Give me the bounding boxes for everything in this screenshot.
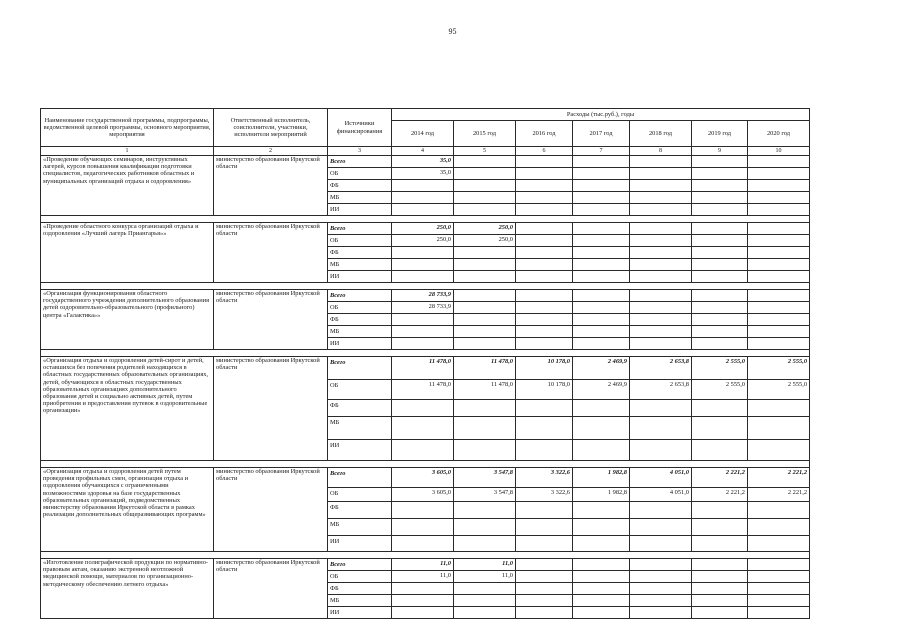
amount-cell [630,559,692,571]
amount-cell [692,290,748,302]
amount-cell [516,290,573,302]
amount-cell [454,180,516,192]
activity-name: «Изготовление полиграфической продукции по нормативно-правовым актам, оказанию экстренной неотложной медицинской помощи, материалов по организационно-методическому обеспечению летнего отдыха» [41,559,214,619]
amount-cell [454,400,516,417]
amount-cell [516,417,573,440]
header-numbers-row [41,147,810,156]
funding-source: ИИ [328,536,392,552]
table-row [41,357,810,380]
amount-cell [630,502,692,519]
amount-cell [392,400,454,417]
amount-cell: 2 653,8 [630,380,692,400]
amount-cell: 11,0 [392,559,454,571]
header-year: 2019 год [692,121,748,147]
amount-cell: 11,0 [454,559,516,571]
amount-cell: 1 982,8 [573,468,630,488]
amount-cell [692,314,748,326]
amount-cell [573,180,630,192]
amount-cell [692,180,748,192]
activity-name: «Проведение областного конкурса организаций отдыха и оздоровления «Лучший лагерь Приангарья»» [41,223,214,283]
amount-cell [516,192,573,204]
amount-cell: 2 555,0 [748,357,810,380]
amount-cell: 4 051,0 [630,488,692,502]
amount-cell [573,290,630,302]
amount-cell: 3 322,6 [516,488,573,502]
amount-cell [573,204,630,216]
amount-cell [454,583,516,595]
funding-source: ИИ [328,271,392,283]
table-row [41,223,810,235]
funding-source: ИИ [328,204,392,216]
funding-source: Всего [328,559,392,571]
amount-cell [392,204,454,216]
amount-cell [748,583,810,595]
amount-cell [454,536,516,552]
amount-cell [630,607,692,619]
amount-cell [454,247,516,259]
amount-cell: 35,0 [392,168,454,180]
table-row [41,156,810,168]
activity-name: «Организация отдыха и оздоровления детей-сирот и детей, оставшихся без попечения родителей находящихся в областных государственных образовательных организациях, детей, обучающихся в областных государственных образовательных организациях дополнительного образования детей и социально активных детей, путем приобретения и предоставления путевок в оздоровительные организации» [41,357,214,461]
amount-cell [748,302,810,314]
amount-cell [516,168,573,180]
amount-cell [516,440,573,461]
amount-cell [573,326,630,338]
amount-cell [573,583,630,595]
amount-cell: 11,0 [454,571,516,583]
amount-cell [516,502,573,519]
activity-name: «Проведение обучающих семинаров, инструктивных лагерей, курсов повышения квалификации подготовки специалистов, педагогических работников областных и муниципальных организаций отдыха и оздоровления» [41,156,214,216]
amount-cell [692,247,748,259]
amount-cell [630,247,692,259]
amount-cell: 11 478,0 [454,357,516,380]
amount-cell [748,536,810,552]
amount-cell [392,180,454,192]
amount-cell [748,417,810,440]
amount-cell: 10 178,0 [516,357,573,380]
funding-source: ФБ [328,314,392,326]
amount-cell [748,571,810,583]
amount-cell [630,440,692,461]
amount-cell [573,440,630,461]
amount-cell: 3 605,0 [392,488,454,502]
amount-cell [692,607,748,619]
funding-source: ИИ [328,338,392,350]
amount-cell [692,326,748,338]
amount-cell [516,536,573,552]
amount-cell [630,571,692,583]
amount-cell [454,519,516,536]
amount-cell [630,519,692,536]
amount-cell [516,247,573,259]
funding-source: ОБ [328,235,392,247]
funding-source: ФБ [328,502,392,519]
amount-cell [392,259,454,271]
amount-cell [516,302,573,314]
amount-cell [516,583,573,595]
amount-cell [692,583,748,595]
amount-cell [573,607,630,619]
amount-cell [392,595,454,607]
executor: министерство образования Иркутской области [214,223,328,283]
funding-source: ОБ [328,488,392,502]
amount-cell [630,168,692,180]
amount-cell [748,271,810,283]
amount-cell [392,271,454,283]
amount-cell [630,302,692,314]
amount-cell [748,314,810,326]
funding-source: ОБ [328,168,392,180]
amount-cell [454,326,516,338]
funding-source: ФБ [328,180,392,192]
amount-cell [454,156,516,168]
amount-cell [573,400,630,417]
table-body [41,147,810,619]
amount-cell [630,583,692,595]
amount-cell [573,559,630,571]
column-number: 2 [214,147,328,156]
amount-cell [392,502,454,519]
amount-cell [630,417,692,440]
amount-cell [692,519,748,536]
header-costs: Расходы (тыс.руб.), годы [392,109,810,121]
amount-cell [692,192,748,204]
amount-cell [573,536,630,552]
amount-cell: 35,0 [392,156,454,168]
funding-source: МБ [328,519,392,536]
amount-cell [454,595,516,607]
table-row [41,468,810,488]
amount-cell [454,259,516,271]
page-number: 95 [448,27,457,36]
amount-cell: 2 555,0 [692,357,748,380]
amount-cell [573,271,630,283]
amount-cell: 2 221,2 [692,488,748,502]
amount-cell [516,571,573,583]
amount-cell: 4 051,0 [630,468,692,488]
funding-source: ФБ [328,247,392,259]
amount-cell [454,502,516,519]
amount-cell [454,192,516,204]
amount-cell: 28 733,9 [392,290,454,302]
amount-cell [454,440,516,461]
amount-cell [692,536,748,552]
column-number: 10 [748,147,810,156]
row-gap [41,216,810,223]
amount-cell [748,247,810,259]
column-number: 3 [328,147,392,156]
row-gap [41,283,810,290]
amount-cell [573,502,630,519]
funding-source: ИИ [328,607,392,619]
amount-cell [692,502,748,519]
amount-cell [692,271,748,283]
amount-cell: 2 469,9 [573,357,630,380]
amount-cell [516,400,573,417]
amount-cell [630,326,692,338]
header-source: Источники финансирования [328,109,392,147]
amount-cell [573,156,630,168]
column-number: 4 [392,147,454,156]
funding-source: Всего [328,290,392,302]
amount-cell [692,156,748,168]
amount-cell [573,338,630,350]
amount-cell [630,235,692,247]
amount-cell: 3 547,8 [454,488,516,502]
amount-cell [692,571,748,583]
amount-cell [692,559,748,571]
amount-cell [516,235,573,247]
funding-source: МБ [328,417,392,440]
header-executor: Ответственный исполнитель, соисполнители, участники, исполнители мероприятий [214,109,328,147]
amount-cell: 250,0 [392,235,454,247]
funding-source: ИИ [328,440,392,461]
funding-source: Всего [328,357,392,380]
activity-name: «Организация отдыха и оздоровления детей путем проведения профильных смен, организация отдыха и оздоровления обучающихся с ограниченными возможностями здоровья на базе государственных образовательных организаций, подведомственных министерству образования Иркутской области в рамках реализации дополнительных общеразвивающих программ» [41,468,214,552]
amount-cell [748,338,810,350]
amount-cell [516,326,573,338]
header-year: 2016 год [516,121,573,147]
column-number: 7 [573,147,630,156]
amount-cell [748,400,810,417]
amount-cell [630,271,692,283]
amount-cell [454,168,516,180]
amount-cell: 2 555,0 [748,380,810,400]
amount-cell [573,223,630,235]
funding-source: Всего [328,468,392,488]
amount-cell [573,417,630,440]
amount-cell [692,168,748,180]
amount-cell [748,440,810,461]
amount-cell [692,259,748,271]
amount-cell [748,204,810,216]
amount-cell [630,180,692,192]
amount-cell: 2 469,9 [573,380,630,400]
amount-cell [454,302,516,314]
funding-source: Всего [328,223,392,235]
amount-cell [630,259,692,271]
amount-cell: 2 221,2 [748,488,810,502]
amount-cell [516,519,573,536]
amount-cell [516,271,573,283]
amount-cell: 1 982,8 [573,488,630,502]
amount-cell [516,204,573,216]
amount-cell [692,302,748,314]
amount-cell [630,156,692,168]
amount-cell [573,247,630,259]
amount-cell: 250,0 [392,223,454,235]
amount-cell: 2 653,8 [630,357,692,380]
amount-cell [454,417,516,440]
amount-cell [573,519,630,536]
amount-cell: 3 547,8 [454,468,516,488]
amount-cell [454,314,516,326]
amount-cell [454,290,516,302]
funding-source: ФБ [328,400,392,417]
row-gap [41,350,810,357]
amount-cell: 250,0 [454,223,516,235]
column-number: 8 [630,147,692,156]
amount-cell [454,204,516,216]
amount-cell: 11 478,0 [392,357,454,380]
amount-cell [692,595,748,607]
amount-cell [516,338,573,350]
amount-cell [573,595,630,607]
amount-cell [630,290,692,302]
amount-cell [748,595,810,607]
amount-cell: 11,0 [392,571,454,583]
amount-cell [392,247,454,259]
header-year: 2017 год [573,121,630,147]
amount-cell [516,156,573,168]
amount-cell [392,192,454,204]
funding-source: МБ [328,259,392,271]
amount-cell [573,302,630,314]
header-year: 2020 год [748,121,810,147]
amount-cell [748,192,810,204]
header-year: 2015 год [454,121,516,147]
amount-cell [630,595,692,607]
funding-source: МБ [328,595,392,607]
activity-name: «Организация функционирования областного государственного учреждения дополнительного образования детей оздоровительно-образовательного (профильного) центра «Галактика»» [41,290,214,350]
amount-cell: 250,0 [454,235,516,247]
amount-cell [748,326,810,338]
amount-cell [630,314,692,326]
amount-cell [454,338,516,350]
amount-cell [748,168,810,180]
amount-cell [692,400,748,417]
amount-cell [692,235,748,247]
amount-cell [630,400,692,417]
amount-cell [392,536,454,552]
executor: министерство образования Иркутской области [214,468,328,552]
amount-cell [573,235,630,247]
amount-cell [454,271,516,283]
amount-cell [573,168,630,180]
column-number: 9 [692,147,748,156]
column-number: 6 [516,147,573,156]
amount-cell [454,607,516,619]
amount-cell: 28 733,9 [392,302,454,314]
amount-cell [516,559,573,571]
header-year: 2018 год [630,121,692,147]
amount-cell [516,607,573,619]
amount-cell [748,223,810,235]
amount-cell [748,559,810,571]
amount-cell [692,338,748,350]
executor: министерство образования Иркутской области [214,357,328,461]
amount-cell [392,417,454,440]
amount-cell: 3 605,0 [392,468,454,488]
amount-cell [392,519,454,536]
amount-cell: 2 221,2 [748,468,810,488]
executor: министерство образования Иркутской области [214,156,328,216]
funding-source: Всего [328,156,392,168]
header-name: Наименование государственной программы, подпрограммы, ведомственной целевой программы, основного мероприятия, мероприятия [41,109,214,147]
amount-cell [630,338,692,350]
amount-cell [748,235,810,247]
amount-cell: 2 555,0 [692,380,748,400]
column-number: 5 [454,147,516,156]
amount-cell [573,571,630,583]
amount-cell [748,519,810,536]
funding-source: ОБ [328,571,392,583]
amount-cell [392,326,454,338]
amount-cell [692,440,748,461]
row-gap [41,461,810,468]
amount-cell: 11 478,0 [392,380,454,400]
amount-cell [516,223,573,235]
funding-source: ОБ [328,302,392,314]
amount-cell [573,192,630,204]
amount-cell [748,607,810,619]
amount-cell [692,204,748,216]
amount-cell [392,338,454,350]
executor: министерство образования Иркутской области [214,559,328,619]
executor: министерство образования Иркутской области [214,290,328,350]
amount-cell: 10 178,0 [516,380,573,400]
amount-cell [516,259,573,271]
amount-cell [630,536,692,552]
table-row [41,559,810,571]
funding-source: ОБ [328,380,392,400]
amount-cell [392,583,454,595]
amount-cell [630,204,692,216]
amount-cell [748,259,810,271]
amount-cell [692,417,748,440]
expenses-table [40,108,810,619]
amount-cell [748,290,810,302]
amount-cell [748,502,810,519]
funding-source: ФБ [328,583,392,595]
amount-cell [573,259,630,271]
amount-cell [630,223,692,235]
header-year: 2014 год [392,121,454,147]
funding-source: МБ [328,326,392,338]
amount-cell [573,314,630,326]
amount-cell [748,156,810,168]
amount-cell [516,180,573,192]
amount-cell [516,595,573,607]
amount-cell: 3 322,6 [516,468,573,488]
table-row [41,290,810,302]
amount-cell [392,440,454,461]
funding-source: МБ [328,192,392,204]
amount-cell [692,223,748,235]
amount-cell [630,192,692,204]
amount-cell [748,180,810,192]
amount-cell [516,314,573,326]
row-gap [41,552,810,559]
amount-cell [392,314,454,326]
column-number: 1 [41,147,214,156]
amount-cell: 2 221,2 [692,468,748,488]
amount-cell [392,607,454,619]
amount-cell: 11 478,0 [454,380,516,400]
